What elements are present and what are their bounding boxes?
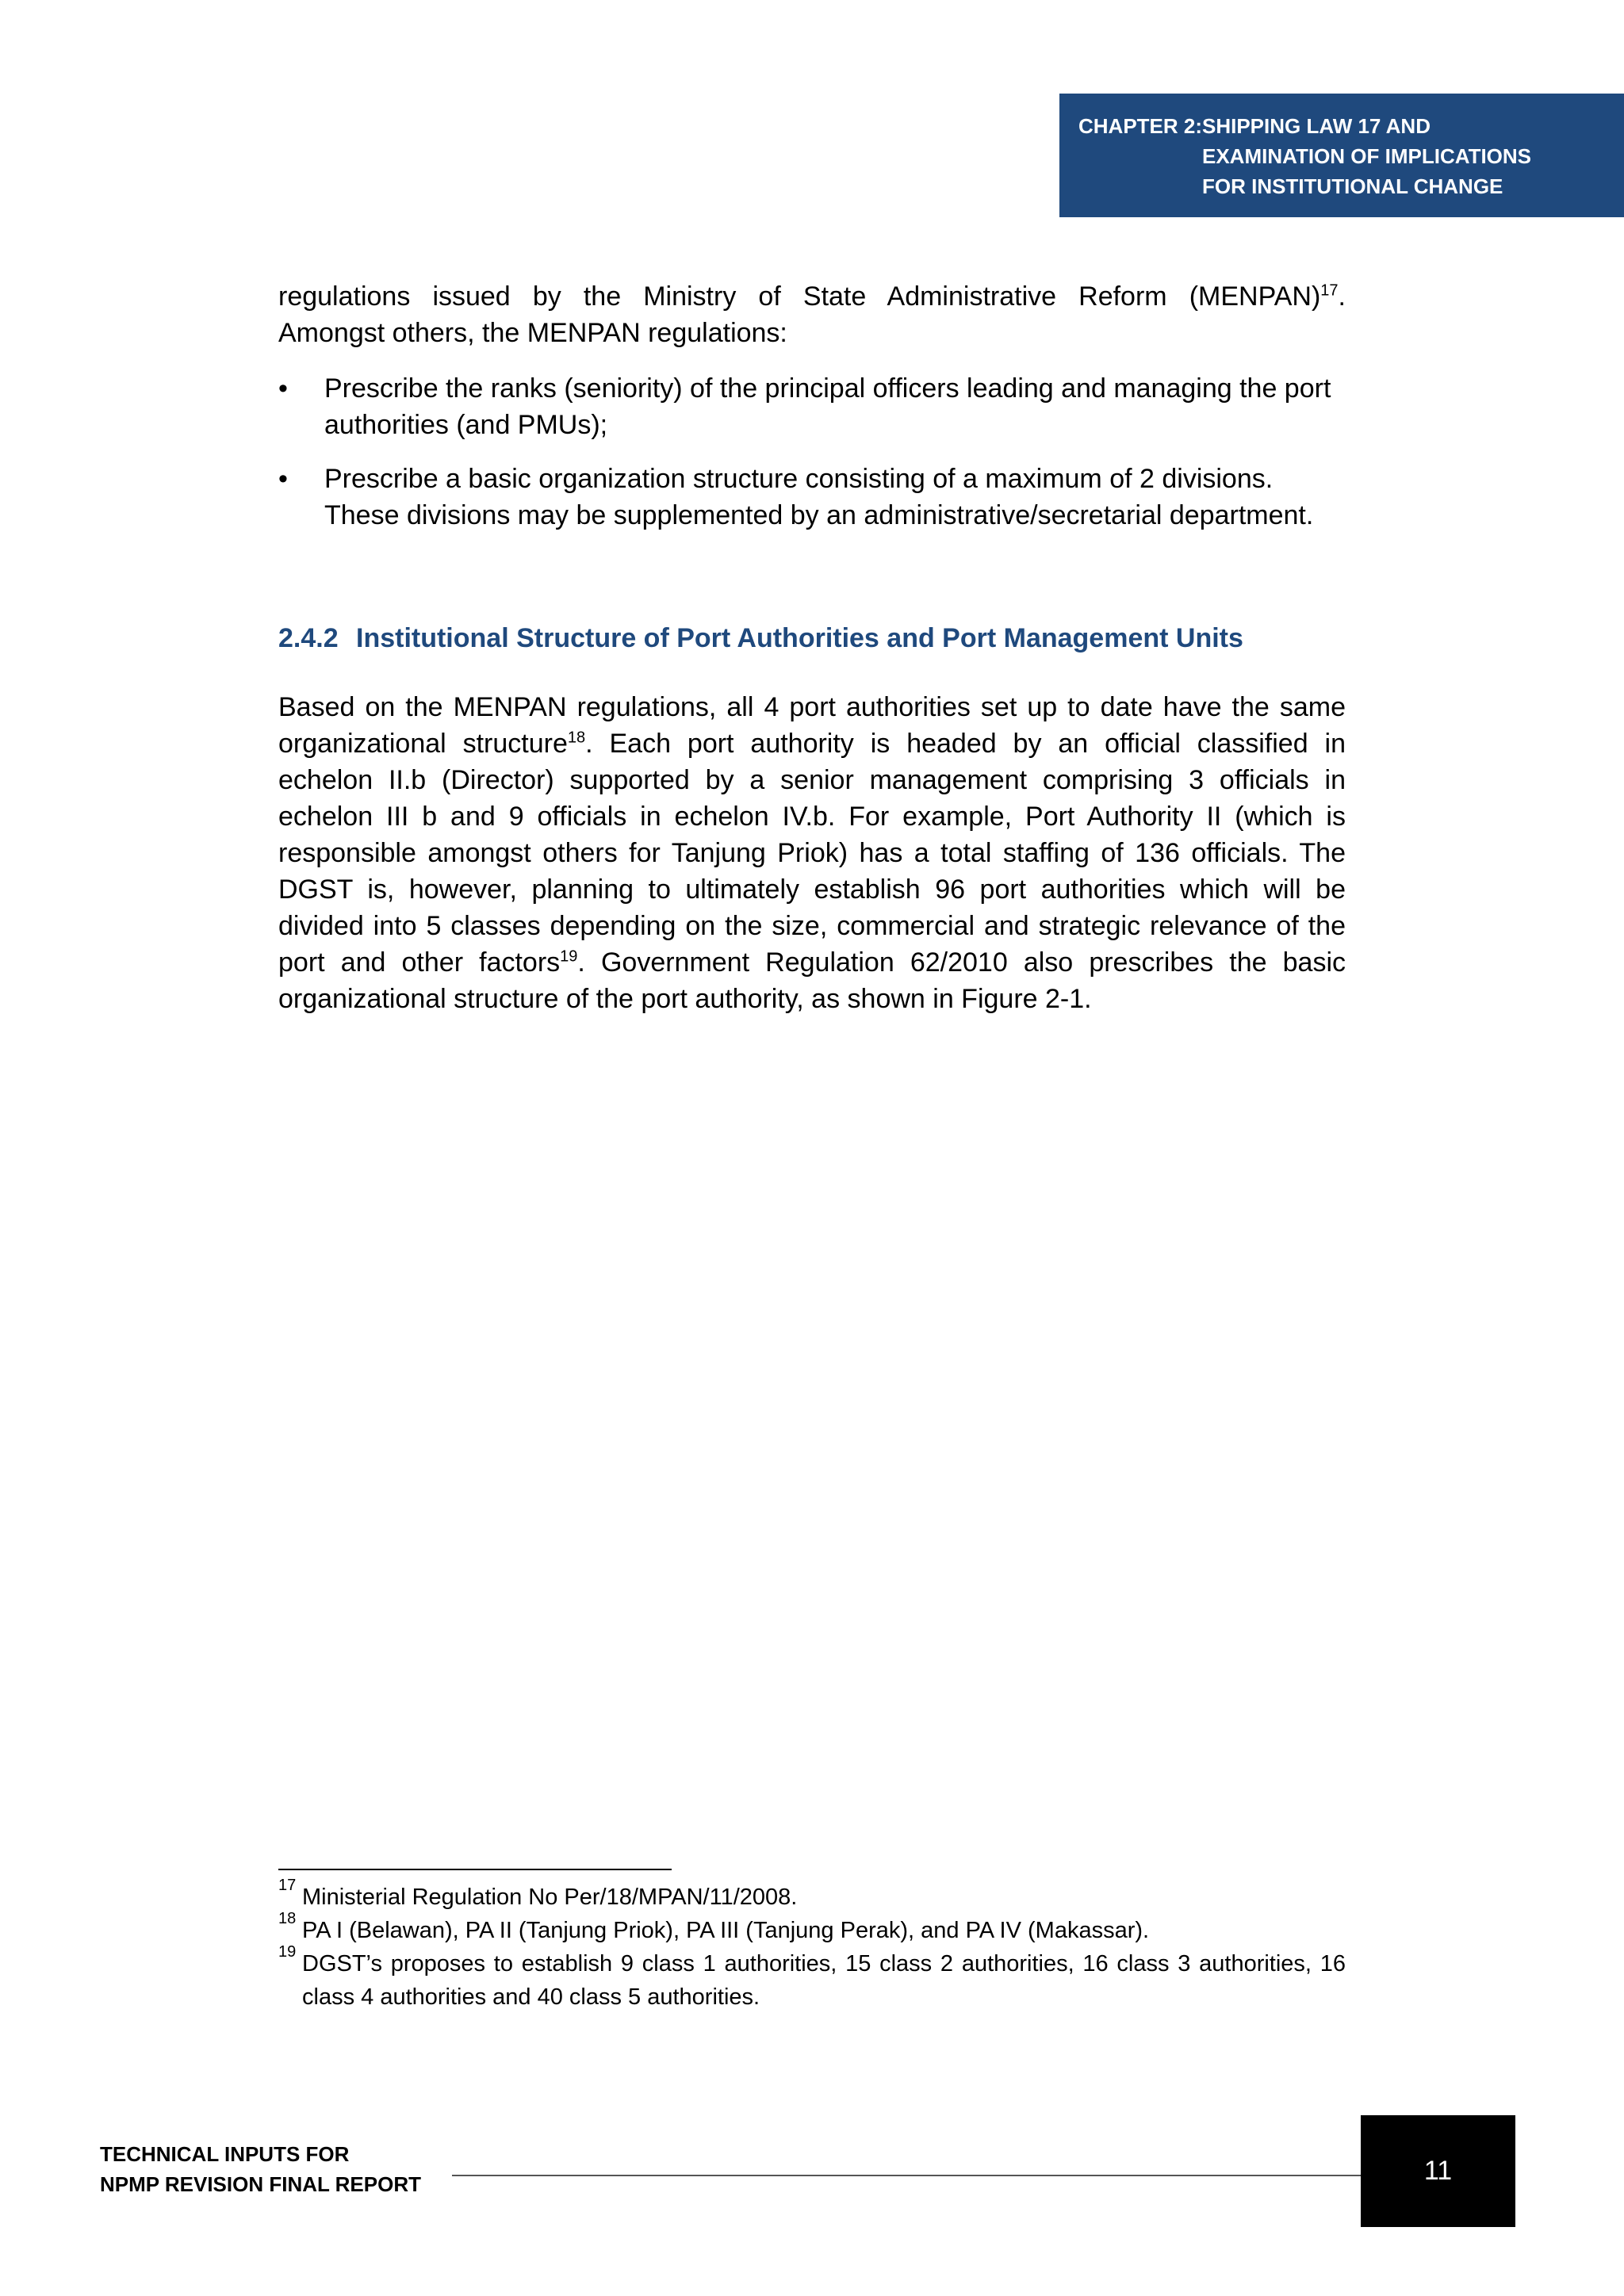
- intro-line-1: [278, 278, 1346, 315]
- page-number-box: [1361, 2115, 1515, 2227]
- chapter-title-line-2: EXAMINATION OF IMPLICATIONS: [1202, 144, 1532, 168]
- footnote-text: PA I (Belawan), PA II (Tanjung Priok), PA III (Tanjung Perak), and PA IV (Makassar).: [302, 1918, 1150, 1943]
- footnote-ref-17[interactable]: 17: [1320, 281, 1339, 300]
- bullet-icon: •: [278, 373, 288, 404]
- intro-paragraph: [278, 278, 1346, 351]
- chapter-title-line-1: SHIPPING LAW 17 AND: [1202, 114, 1431, 138]
- list-item: [278, 370, 1346, 443]
- footnote-mark: 17: [278, 1877, 297, 1894]
- footnote-ref-18[interactable]: 18: [567, 729, 586, 747]
- intro-line-2: Amongst others, the MENPAN regulations:: [278, 318, 787, 348]
- chapter-header-row-2: [1078, 141, 1624, 171]
- footnote-mark: 19: [278, 1943, 297, 1961]
- footnotes: [278, 1877, 1346, 2014]
- section-number: 2.4.2: [278, 623, 339, 653]
- chapter-title-line-3: FOR INSTITUTIONAL CHANGE: [1202, 174, 1503, 198]
- chapter-header-row-1: [1078, 111, 1624, 141]
- section-heading: [278, 620, 1346, 656]
- footnote-ref-19[interactable]: 19: [560, 947, 578, 966]
- section-title: Institutional Structure of Port Authorities and Port Management Units: [356, 623, 1243, 653]
- footnote-mark: 18: [278, 1910, 297, 1927]
- intro-period: .: [1338, 281, 1346, 312]
- bullet-text: Prescribe the ranks (seniority) of the principal officers leading and managing the port authorities (and PMUs);: [324, 373, 1331, 440]
- chapter-prefix: CHAPTER 2:: [1078, 114, 1203, 138]
- bullet-icon: •: [278, 464, 288, 494]
- bullet-list: [278, 370, 1346, 534]
- footnote-text: DGST’s proposes to establish 9 class 1 authorities, 15 class 2 authorities, 16 class 3 authorities, 16 class 4 authorities and 40 class 5 authorities.: [302, 1951, 1346, 2010]
- report-title-line-1: TECHNICAL INPUTS FOR: [100, 2142, 350, 2166]
- body-paragraph-container: [278, 689, 1346, 1017]
- paragraph-part-2: . Each port authority is headed by an official classified in echelon II.b (Director) supported by a senior management comprising 3 officials in echelon III b and 9 officials in echelon IV.b. For example, Port Authority II (which is responsible amongst others for Tanjung Priok) has a total staffing of 136 officials. The DGST is, however, planning to ultimately establish 96 port authorities which will be divided into 5 classes depending on the size, commercial and strategic relevance of the port and other factors: [278, 729, 1346, 978]
- bullet-text: Prescribe a basic organization structure consisting of a maximum of 2 divisions. These divisions may be supplemented by an administrative/secretarial department.: [324, 464, 1314, 530]
- footer-divider: [452, 2175, 1362, 2176]
- intro-text: regulations issued by the Ministry of State Administrative Reform (MENPAN): [278, 281, 1321, 312]
- body-paragraph: [278, 689, 1346, 1017]
- chapter-header-row-3: [1078, 171, 1624, 201]
- footnote-separator: [278, 1869, 672, 1870]
- list-item: [278, 461, 1346, 534]
- footnote-19: [278, 1943, 1346, 2014]
- footnote-17: [278, 1877, 1346, 1914]
- paragraph-part-1: Based on the MENPAN regulations, all 4 port authorities set up to date have the same organizational structure: [278, 692, 1346, 759]
- footnote-18: [278, 1910, 1346, 1947]
- section-heading-container: [278, 620, 1346, 656]
- footnote-text: Ministerial Regulation No Per/18/MPAN/11/2008.: [302, 1885, 798, 1910]
- page-number: 11: [1423, 2156, 1453, 2186]
- report-title-line-2: NPMP REVISION FINAL REPORT: [100, 2172, 421, 2196]
- paragraph-part-3: . Government Regulation 62/2010 also prescribes the basic organizational structure of the port authority, as shown in Figure 2-1.: [278, 947, 1346, 1014]
- report-title: [100, 2139, 421, 2199]
- bullet-list-container: [278, 370, 1346, 534]
- chapter-header: [1059, 94, 1624, 217]
